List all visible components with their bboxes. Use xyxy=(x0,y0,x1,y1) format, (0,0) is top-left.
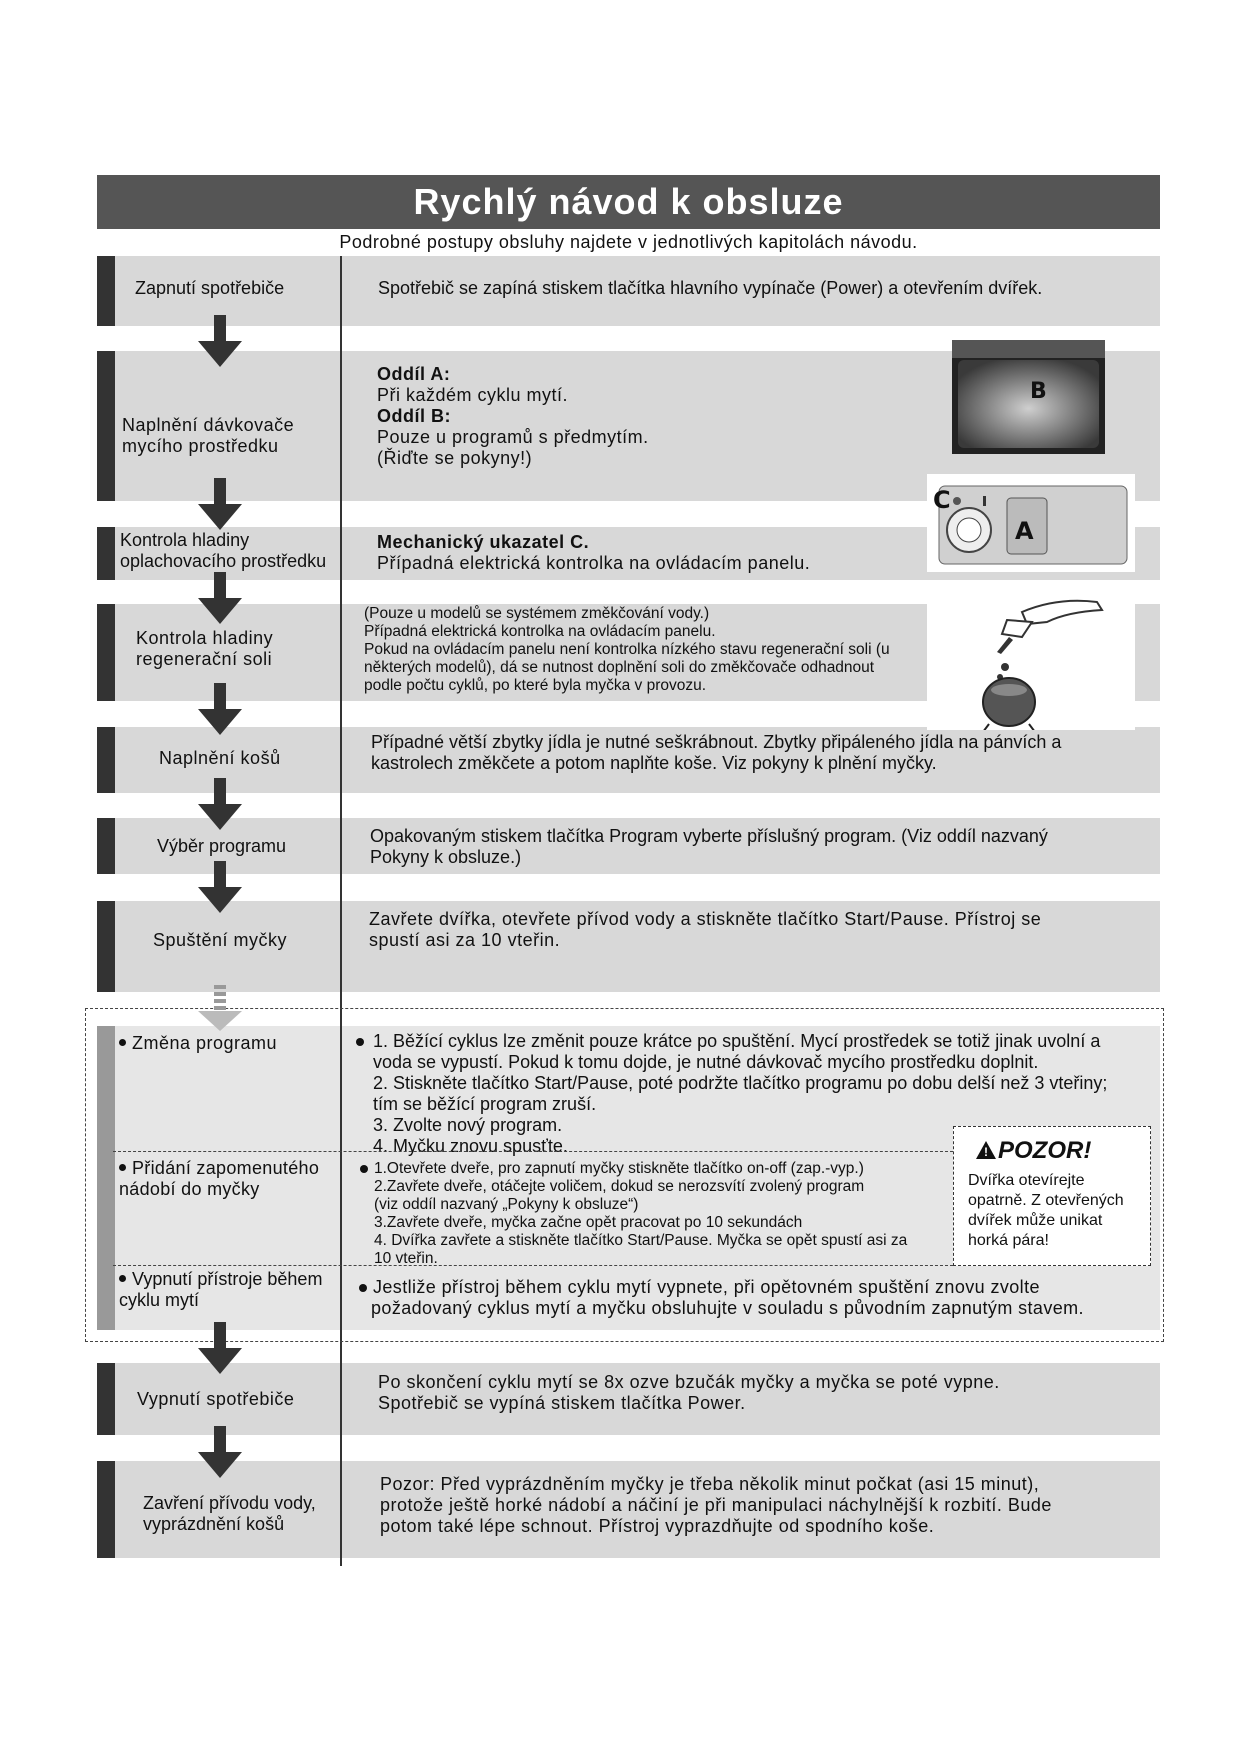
label-a: A xyxy=(1015,517,1034,545)
step-text: Pozor: Před vyprázdněním myčky je třeba několik minut počkat (asi 15 minut), protože ještě horké nádobí a náčiní je při manipulaci náchylnější k rozbití. Bude potom také lépe schnout. Přístroj vyprazdňujte od spodního koše. xyxy=(380,1474,1052,1536)
arrow-down-icon xyxy=(198,315,242,367)
step-text: (Pouze u modelů se systémem změkčování vody.) Případná elektrická kontrolka na ovládacím panelu. Pokud na ovládacím panelu není kontrolka nízkého stavu regenerační soli (u některých modelů), dá se nutnost doplnění soli do změkčovače odhadnout podle počtu cyklů, po které byla myčka v provozu. xyxy=(364,605,890,694)
optional-label-off: Vypnutí přístroje během cyklu mytí xyxy=(119,1269,339,1311)
step-text: Případné větší zbytky jídla je nutné seškrábnout. Zbytky připáleného jídla na pánvích a kastrolech změkčete a potom naplňte koše. Viz pokyny k plnění myčky. xyxy=(371,732,1062,773)
arrow-down-icon xyxy=(198,861,242,913)
step-text: Oddíl A: Při každém cyklu mytí. Oddíl B: Pouze u programů s předmytím. (Řiďte se pokyny!) xyxy=(377,364,649,468)
step-label: Naplnění košů xyxy=(159,748,281,768)
step-label: Kontrola hladiny regenerační soli xyxy=(136,628,274,669)
step-text: Mechanický ukazatel C. Případná elektrická kontrolka na ovládacím panelu. xyxy=(377,532,811,573)
arrow-down-icon xyxy=(198,778,242,830)
step-label: Naplnění dávkovače mycího prostředku xyxy=(122,415,295,456)
column-divider xyxy=(340,256,342,1566)
step-text: Po skončení cyklu mytí se 8x ozve bzučák myčky a myčka se poté vypne. Spotřebič se vypíná stiskem tlačítka Power. xyxy=(378,1372,1000,1413)
optional-text-change: 1. Běžící cyklus lze změnit pouze krátce po spuštění. Mycí prostředek se totiž jinak uvolní a voda se vypustí. Pokud k tomu dojde, je nutné dávkovač mycího prostředku doplnit. 2. Stiskněte tlačítko Start/Pause, poté podržte tlačítko programu po dobu delší než 3 vteřiny; tím se běžící program zruší. 3. Zvolte nový program. 4. Myčku znovu spusťte. xyxy=(356,1031,1141,1157)
optional-text-add: 1.Otevřete dveře, pro zapnutí myčky stiskněte tlačítko on-off (zap.-vyp.) 2.Zavřete dveře, otáčejte voličem, dokud se nerozsvítí zvolený program (viz oddíl nazvaný „Pokyny k obsluze“) 3.Zavřete dveře, myčka začne opět pracovat po 10 sekundách 4. Dvířka zavřete a stiskněte tlačítko Start/Pause. Myčka se opět spustí asi za 10 vteřin. xyxy=(360,1160,955,1268)
step-label: Zavření přívodu vody, vyprázdnění košů xyxy=(143,1493,316,1534)
warning-icon: ! xyxy=(976,1141,996,1159)
arrow-down-icon xyxy=(198,1426,242,1478)
step-label: Zapnutí spotřebiče xyxy=(135,278,285,298)
arrow-down-icon xyxy=(198,478,242,530)
warning-title: ! POZOR! xyxy=(976,1137,1091,1165)
detergent-compartment-image xyxy=(952,340,1105,454)
arrow-down-icon xyxy=(198,1322,242,1374)
page-subtitle: Podrobné postupy obsluhy najdete v jednotlivých kapitolách návodu. xyxy=(339,232,918,252)
salt-refill-image xyxy=(927,592,1135,730)
arrow-down-icon xyxy=(198,683,242,735)
optional-label-change: Změna programu xyxy=(119,1033,277,1054)
step-text: Spotřebič se zapíná stiskem tlačítka hlavního vypínače (Power) a otevřením dvířek. xyxy=(378,278,1043,298)
label-c: C xyxy=(933,486,951,514)
step-text: Zavřete dvířka, otevřete přívod vody a stiskněte tlačítko Start/Pause. Přístroj se spustí asi za 10 vteřin. xyxy=(369,909,1042,950)
optional-divider xyxy=(113,1151,953,1152)
step-label: Kontrola hladiny oplachovacího prostředku xyxy=(120,530,327,571)
arrow-down-dashed-icon xyxy=(198,985,242,1037)
step-label: Spuštění myčky xyxy=(153,930,288,950)
warning-text: Dvířka otevírejte opatrně. Z otevřených dvířek může unikat horká pára! xyxy=(968,1172,1124,1249)
optional-text-off: Jestliže přístroj během cyklu mytí vypnete, při opětovném spuštění znovu zvolte požadovaný cyklus mytí a myčku obsluhujte v souladu s původním zapnutým stavem. xyxy=(359,1277,1149,1319)
warning-box xyxy=(953,1126,1151,1266)
rinse-aid-dispenser-image xyxy=(927,474,1135,572)
optional-label-add: Přidání zapomenutého nádobí do myčky xyxy=(119,1158,339,1200)
optional-divider xyxy=(113,1265,953,1266)
page-title: Rychlý návod k obsluze xyxy=(97,175,1160,229)
step-text: Opakovaným stiskem tlačítka Program vyberte příslušný program. (Viz oddíl nazvaný Pokyny k obsluze.) xyxy=(370,826,1048,867)
step-label: Výběr programu xyxy=(157,836,287,856)
arrow-down-icon xyxy=(198,572,242,624)
label-b: B xyxy=(1030,379,1047,404)
step-label: Vypnutí spotřebiče xyxy=(137,1389,295,1409)
